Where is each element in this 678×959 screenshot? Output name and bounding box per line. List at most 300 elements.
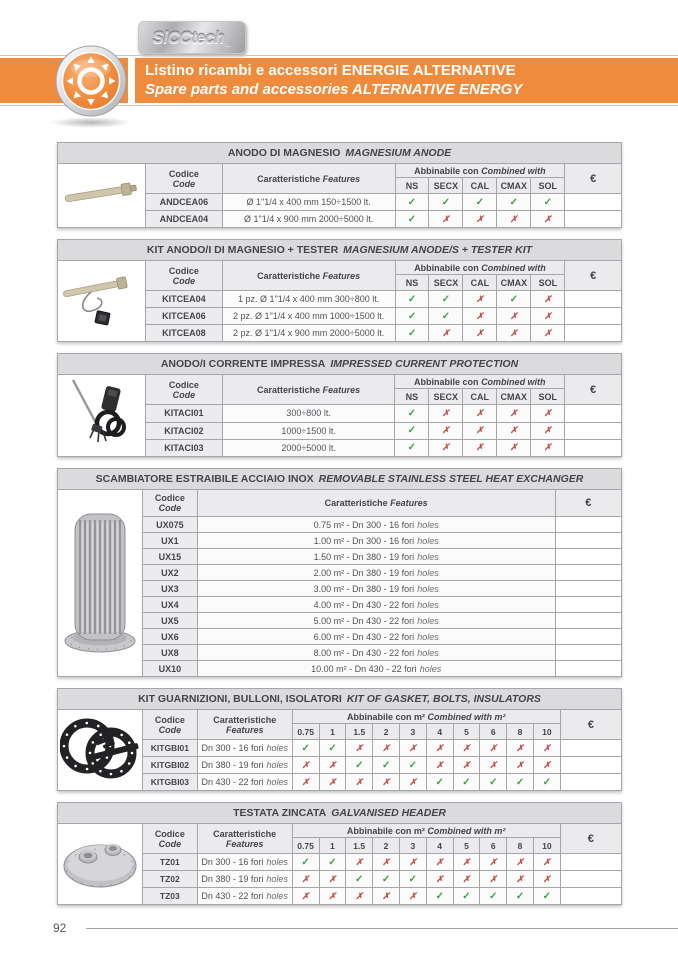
combined-col-CMAX: CMAX xyxy=(497,389,531,405)
cross-icon: ✗ xyxy=(409,776,417,787)
cross-icon: ✗ xyxy=(328,873,337,884)
product-features xyxy=(197,549,555,565)
price-cell xyxy=(555,565,621,581)
compatibility-cell xyxy=(533,871,560,888)
combined-col-8: 8 xyxy=(507,838,534,854)
sun-icon xyxy=(55,45,127,117)
compatibility-cell xyxy=(395,291,429,308)
features-column-header xyxy=(222,261,395,291)
table-gasket-bolt-insulator-kit xyxy=(57,688,622,791)
compatibility-cell xyxy=(395,308,429,325)
check-icon: ✓ xyxy=(301,742,310,754)
compatibility-cell xyxy=(346,757,373,774)
features-text-english: holes xyxy=(417,615,439,626)
compatibility-cell xyxy=(497,211,531,228)
header-row xyxy=(58,375,622,389)
check-icon: ✓ xyxy=(381,873,391,885)
combined-col-NS: NS xyxy=(395,275,429,291)
product-code: KITCEA06 xyxy=(145,308,222,325)
code-label-italian: Codice xyxy=(154,714,185,725)
section-title-row xyxy=(58,469,622,490)
price-cell xyxy=(555,549,621,565)
features-text: 1000÷1500 lt. xyxy=(281,425,336,436)
compatibility-cell xyxy=(480,888,507,905)
compatibility-cell xyxy=(480,854,507,871)
compatibility-cell xyxy=(507,871,534,888)
cross-icon: ✗ xyxy=(301,873,310,884)
compatibility-cell xyxy=(533,888,560,905)
product-features xyxy=(197,517,555,533)
price-cell xyxy=(560,854,621,871)
compatibility-cell xyxy=(497,291,531,308)
product-features xyxy=(197,888,292,905)
cross-icon: ✗ xyxy=(442,327,450,338)
cross-icon: ✗ xyxy=(476,425,484,436)
features-label-english: Features xyxy=(225,724,264,735)
price-cell xyxy=(555,533,621,549)
compatibility-cell xyxy=(480,740,507,757)
product-code: KITCEA08 xyxy=(145,325,222,342)
cross-icon: ✗ xyxy=(489,856,497,867)
combined-label-english: Combined with m² xyxy=(427,825,506,836)
cross-icon: ✗ xyxy=(516,856,524,867)
cross-icon: ✗ xyxy=(435,856,444,867)
cross-icon: ✗ xyxy=(409,856,417,867)
product-code: UX2 xyxy=(143,565,198,581)
cross-icon: ✗ xyxy=(509,407,518,418)
cross-icon: ✗ xyxy=(409,890,417,901)
compatibility-cell xyxy=(497,308,531,325)
compatibility-cell xyxy=(346,871,373,888)
combined-label-italian: Abbinabile con xyxy=(414,165,479,176)
compatibility-cell xyxy=(400,740,427,757)
compatibility-cell xyxy=(319,740,346,757)
code-column-header xyxy=(145,261,222,291)
price-column-header: € xyxy=(555,490,621,517)
cross-icon: ✗ xyxy=(462,759,471,770)
cross-icon: ✗ xyxy=(476,442,484,453)
combined-col-0.75: 0.75 xyxy=(292,724,319,740)
logo-suffix: srl xyxy=(225,42,232,48)
compatibility-cell xyxy=(292,757,319,774)
cross-icon: ✗ xyxy=(462,873,471,884)
compatibility-cell xyxy=(292,854,319,871)
table-row xyxy=(58,757,622,774)
banner-divider xyxy=(128,58,135,103)
section-title-row xyxy=(58,354,622,375)
table-row xyxy=(58,888,622,905)
compatibility-cell xyxy=(463,325,497,342)
section-title-english: MAGNESIUM ANODE/S + TESTER KIT xyxy=(343,244,533,256)
impressed-current-anode-image xyxy=(58,375,146,457)
cross-icon: ✗ xyxy=(301,776,310,787)
check-icon: ✓ xyxy=(462,890,471,902)
header-row xyxy=(58,490,622,517)
section-title-english: MAGNESIUM ANODE xyxy=(345,147,452,159)
compatibility-cell xyxy=(319,757,346,774)
compatibility-cell xyxy=(373,757,400,774)
table-row xyxy=(58,613,622,629)
combined-with-header xyxy=(395,261,565,275)
compatibility-cell xyxy=(319,871,346,888)
cross-icon: ✗ xyxy=(328,776,337,787)
combined-col-CMAX: CMAX xyxy=(497,275,531,291)
compatibility-cell xyxy=(292,774,319,791)
compatibility-cell xyxy=(533,740,560,757)
product-code: UX4 xyxy=(143,597,198,613)
check-icon: ✓ xyxy=(407,293,417,305)
check-icon: ✓ xyxy=(407,442,417,454)
product-features xyxy=(197,645,555,661)
check-icon: ✓ xyxy=(407,425,417,437)
compatibility-cell xyxy=(453,740,480,757)
price-cell xyxy=(565,308,622,325)
header-row xyxy=(58,824,622,838)
header-row xyxy=(58,710,622,724)
cross-icon: ✗ xyxy=(442,407,450,418)
cross-icon: ✗ xyxy=(509,442,518,453)
features-text: 1.50 m² - Dn 380 - 19 fori xyxy=(313,551,415,562)
price-column-header: € xyxy=(565,375,622,405)
banner-title-italian: Listino ricambi e accessori ENERGIE ALTERNATIVE xyxy=(145,62,516,79)
code-column-header xyxy=(143,490,198,517)
combined-col-SOL: SOL xyxy=(531,389,565,405)
features-label-english: Features xyxy=(322,384,361,395)
cross-icon: ✗ xyxy=(489,742,498,753)
section-title-italian: ANODO/I CORRENTE IMPRESSA xyxy=(160,358,326,370)
price-cell xyxy=(565,291,622,308)
price-cell xyxy=(555,661,621,677)
compatibility-cell xyxy=(453,871,480,888)
cross-icon: ✗ xyxy=(382,890,390,901)
table-galvanised-header xyxy=(57,802,622,905)
header-row xyxy=(58,164,622,178)
catalog-tables xyxy=(57,142,622,916)
cross-icon: ✗ xyxy=(435,742,444,753)
compatibility-cell xyxy=(531,194,565,211)
footer-rule xyxy=(86,928,678,929)
cross-icon: ✗ xyxy=(301,890,310,901)
section-title-row xyxy=(58,803,622,824)
check-icon: ✓ xyxy=(381,759,391,771)
compatibility-cell xyxy=(453,888,480,905)
combined-col-SECX: SECX xyxy=(429,178,463,194)
combined-label-italian: Abbinabile con xyxy=(414,376,479,387)
banner-text xyxy=(145,61,522,99)
price-cell xyxy=(560,888,621,905)
combined-col-SECX: SECX xyxy=(429,389,463,405)
features-text: Ø 1"1/4 x 400 mm 150÷1500 lt. xyxy=(246,197,371,207)
price-cell xyxy=(565,405,622,422)
product-code: TZ01 xyxy=(143,854,198,871)
features-label-english: Features xyxy=(322,270,361,281)
heat-exchanger-image xyxy=(58,490,143,677)
compatibility-cell xyxy=(429,422,463,439)
compatibility-cell xyxy=(395,439,429,456)
price-cell xyxy=(565,325,622,342)
compatibility-cell xyxy=(373,774,400,791)
features-text-english: holes xyxy=(417,631,439,642)
compatibility-cell xyxy=(453,774,480,791)
product-code: UX8 xyxy=(143,645,198,661)
features-text: 2.00 m² - Dn 380 - 19 fori xyxy=(313,567,415,578)
cross-icon: ✗ xyxy=(328,890,337,901)
cross-icon: ✗ xyxy=(355,776,364,787)
product-features xyxy=(222,405,395,422)
cross-icon: ✗ xyxy=(328,759,337,770)
check-icon: ✓ xyxy=(509,196,519,208)
product-features xyxy=(197,740,292,757)
table-row xyxy=(58,533,622,549)
cross-icon: ✗ xyxy=(544,327,552,338)
combined-col-SOL: SOL xyxy=(531,178,565,194)
features-label-english: Features xyxy=(390,498,428,508)
features-text-english: holes xyxy=(266,760,289,770)
price-cell xyxy=(555,645,621,661)
product-code: ANDCEA04 xyxy=(145,211,222,228)
combined-col-1: 1 xyxy=(319,724,346,740)
table-row xyxy=(58,740,622,757)
code-column-header xyxy=(145,375,222,405)
table-impressed-current-anode xyxy=(57,353,622,457)
product-features xyxy=(197,757,292,774)
compatibility-cell xyxy=(292,888,319,905)
compatibility-cell xyxy=(531,308,565,325)
combined-col-5: 5 xyxy=(453,838,480,854)
compatibility-cell xyxy=(507,774,534,791)
check-icon: ✓ xyxy=(489,776,498,788)
check-icon: ✓ xyxy=(328,742,337,754)
combined-col-CAL: CAL xyxy=(463,178,497,194)
table-magnesium-anode xyxy=(57,142,622,228)
features-text: 2000÷5000 lt. xyxy=(281,442,336,453)
combined-with-header xyxy=(395,164,565,178)
cross-icon: ✗ xyxy=(544,310,552,321)
features-text: 8.00 m² - Dn 430 - 22 fori xyxy=(313,647,415,658)
compatibility-cell xyxy=(373,888,400,905)
combined-col-NS: NS xyxy=(395,178,429,194)
features-text: 4.00 m² - Dn 430 - 22 fori xyxy=(313,599,415,610)
price-cell xyxy=(555,613,621,629)
section-title-italian: KIT ANODO/I DI MAGNESIO + TESTER xyxy=(146,244,339,256)
page-number: 92 xyxy=(53,921,67,935)
code-label-english: Code xyxy=(172,275,196,286)
section-title xyxy=(58,143,622,164)
cross-icon: ✗ xyxy=(442,442,450,453)
combined-col-6: 6 xyxy=(480,838,507,854)
cross-icon: ✗ xyxy=(543,856,551,867)
cross-icon: ✗ xyxy=(462,742,471,753)
compatibility-cell xyxy=(463,291,497,308)
section-title xyxy=(58,689,622,710)
table-row xyxy=(58,517,622,533)
compatibility-cell xyxy=(480,871,507,888)
cross-icon: ✗ xyxy=(516,742,524,753)
check-icon: ✓ xyxy=(435,890,444,902)
cross-icon: ✗ xyxy=(382,856,390,867)
cross-icon: ✗ xyxy=(543,742,551,753)
features-text-english: holes xyxy=(266,777,289,787)
cross-icon: ✗ xyxy=(301,759,310,770)
features-text-english: holes xyxy=(266,891,288,901)
features-label-italian: Caratteristiche xyxy=(257,270,321,281)
combined-col-10: 10 xyxy=(533,838,560,854)
combined-with-header xyxy=(395,375,565,389)
price-column-header: € xyxy=(560,710,621,740)
check-icon: ✓ xyxy=(441,293,451,305)
product-code: ANDCEA06 xyxy=(145,194,222,211)
features-text-english: holes xyxy=(417,583,439,594)
compatibility-cell xyxy=(429,308,463,325)
price-cell xyxy=(565,211,622,228)
cross-icon: ✗ xyxy=(476,310,484,321)
features-text-english: holes xyxy=(417,599,439,610)
gasket-kit-image xyxy=(58,710,143,791)
price-cell xyxy=(565,194,622,211)
badge-shadow xyxy=(50,117,132,128)
product-code: UX1 xyxy=(143,533,198,549)
table-row xyxy=(58,661,622,677)
features-text: 10.00 m² - Dn 430 - 22 fori xyxy=(311,663,417,674)
compatibility-cell xyxy=(395,422,429,439)
compatibility-cell xyxy=(400,757,427,774)
code-label-english: Code xyxy=(158,724,182,735)
compatibility-cell xyxy=(531,405,565,422)
banner-title-english: Spare parts and accessories ALTERNATIVE ENERGY xyxy=(145,81,523,98)
cross-icon: ✗ xyxy=(543,873,551,884)
anode-tester-kit-image xyxy=(58,261,146,342)
compatibility-cell xyxy=(319,774,346,791)
section-title-english: REMOVABLE STAINLESS STEEL HEAT EXCHANGER xyxy=(318,473,584,485)
product-features xyxy=(197,629,555,645)
cross-icon: ✗ xyxy=(355,742,364,753)
combined-label-italian: Abbinabile con m² xyxy=(346,825,425,836)
sicctech-logo xyxy=(138,21,246,54)
compatibility-cell xyxy=(463,308,497,325)
table-heat-exchanger xyxy=(57,468,622,677)
cross-icon: ✗ xyxy=(462,856,471,867)
compatibility-cell xyxy=(531,291,565,308)
code-label-english: Code xyxy=(158,503,182,513)
check-icon: ✓ xyxy=(407,407,417,419)
compatibility-cell xyxy=(453,757,480,774)
combined-col-8: 8 xyxy=(507,724,534,740)
compatibility-cell xyxy=(497,194,531,211)
check-icon: ✓ xyxy=(543,196,552,208)
features-text: Dn 430 - 22 fori xyxy=(201,777,264,787)
combined-with-header xyxy=(292,824,560,838)
table-row xyxy=(58,774,622,791)
compatibility-cell xyxy=(463,422,497,439)
cross-icon: ✗ xyxy=(435,873,444,884)
compatibility-cell xyxy=(373,854,400,871)
combined-col-10: 10 xyxy=(533,724,560,740)
check-icon: ✓ xyxy=(407,327,417,339)
code-column-header xyxy=(145,164,222,194)
product-features xyxy=(197,774,292,791)
combined-label-english: Combined with xyxy=(481,262,546,273)
compatibility-cell xyxy=(426,757,453,774)
code-label-english: Code xyxy=(172,389,196,400)
check-icon: ✓ xyxy=(441,196,451,208)
compatibility-cell xyxy=(346,854,373,871)
product-code: TZ03 xyxy=(143,888,198,905)
compatibility-cell xyxy=(533,854,560,871)
features-text: 6.00 m² - Dn 430 - 22 fori xyxy=(313,631,415,642)
compatibility-cell xyxy=(399,871,426,888)
code-column-header xyxy=(143,824,198,854)
cross-icon: ✗ xyxy=(476,407,484,418)
features-text-english: holes xyxy=(266,874,288,884)
product-code: KITGBI02 xyxy=(143,757,198,774)
table-row xyxy=(58,871,622,888)
product-features xyxy=(222,194,395,211)
check-icon: ✓ xyxy=(408,873,418,885)
features-text: 1.00 m² - Dn 300 - 16 fori xyxy=(313,535,415,546)
code-label-italian: Codice xyxy=(168,265,199,276)
product-features xyxy=(197,871,292,888)
compatibility-cell xyxy=(319,888,346,905)
section-title-english: IMPRESSED CURRENT PROTECTION xyxy=(330,358,519,370)
check-icon: ✓ xyxy=(489,890,498,902)
features-text: 5.00 m² - Dn 430 - 22 fori xyxy=(313,615,415,626)
combined-col-SECX: SECX xyxy=(429,275,463,291)
product-code: TZ02 xyxy=(143,871,198,888)
combined-col-4: 4 xyxy=(426,724,453,740)
product-code: UX10 xyxy=(143,661,198,677)
product-features xyxy=(197,613,555,629)
product-code: UX3 xyxy=(143,581,198,597)
features-text: Dn 300 - 16 fori xyxy=(201,857,264,867)
combined-label-italian: Abbinabile con xyxy=(414,262,479,273)
combined-with-header xyxy=(292,710,560,724)
product-code: UX15 xyxy=(143,549,198,565)
features-text-english: holes xyxy=(417,551,439,562)
compatibility-cell xyxy=(531,325,565,342)
features-text: 3.00 m² - Dn 380 - 19 fori xyxy=(313,583,415,594)
compatibility-cell xyxy=(463,405,497,422)
section-title xyxy=(58,354,622,375)
code-label-english: Code xyxy=(172,178,196,189)
compatibility-cell xyxy=(373,871,400,888)
product-code: UX6 xyxy=(143,629,198,645)
combined-col-1: 1 xyxy=(319,838,346,854)
product-code: KITCEA04 xyxy=(145,291,222,308)
compatibility-cell xyxy=(507,888,534,905)
cross-icon: ✗ xyxy=(544,293,552,304)
cross-icon: ✗ xyxy=(409,742,417,753)
cross-icon: ✗ xyxy=(510,310,518,321)
product-features xyxy=(197,661,555,677)
features-column-header xyxy=(197,490,555,517)
code-label-english: Code xyxy=(158,838,182,849)
check-icon: ✓ xyxy=(509,293,519,305)
compatibility-cell xyxy=(497,422,531,439)
check-icon: ✓ xyxy=(462,776,471,788)
magnesium-anode-image xyxy=(58,164,146,228)
features-column-header xyxy=(197,824,292,854)
check-icon: ✓ xyxy=(407,196,417,208)
section-title xyxy=(58,469,622,490)
compatibility-cell xyxy=(453,854,480,871)
section-title-english: KIT OF GASKET, BOLTS, INSULATORS xyxy=(346,693,541,705)
product-code: KITGBI01 xyxy=(143,740,198,757)
section-title-row xyxy=(58,240,622,261)
product-code: KITACI03 xyxy=(145,439,222,456)
product-code: KITACI01 xyxy=(145,405,222,422)
price-cell xyxy=(565,439,622,456)
section-title xyxy=(58,240,622,261)
